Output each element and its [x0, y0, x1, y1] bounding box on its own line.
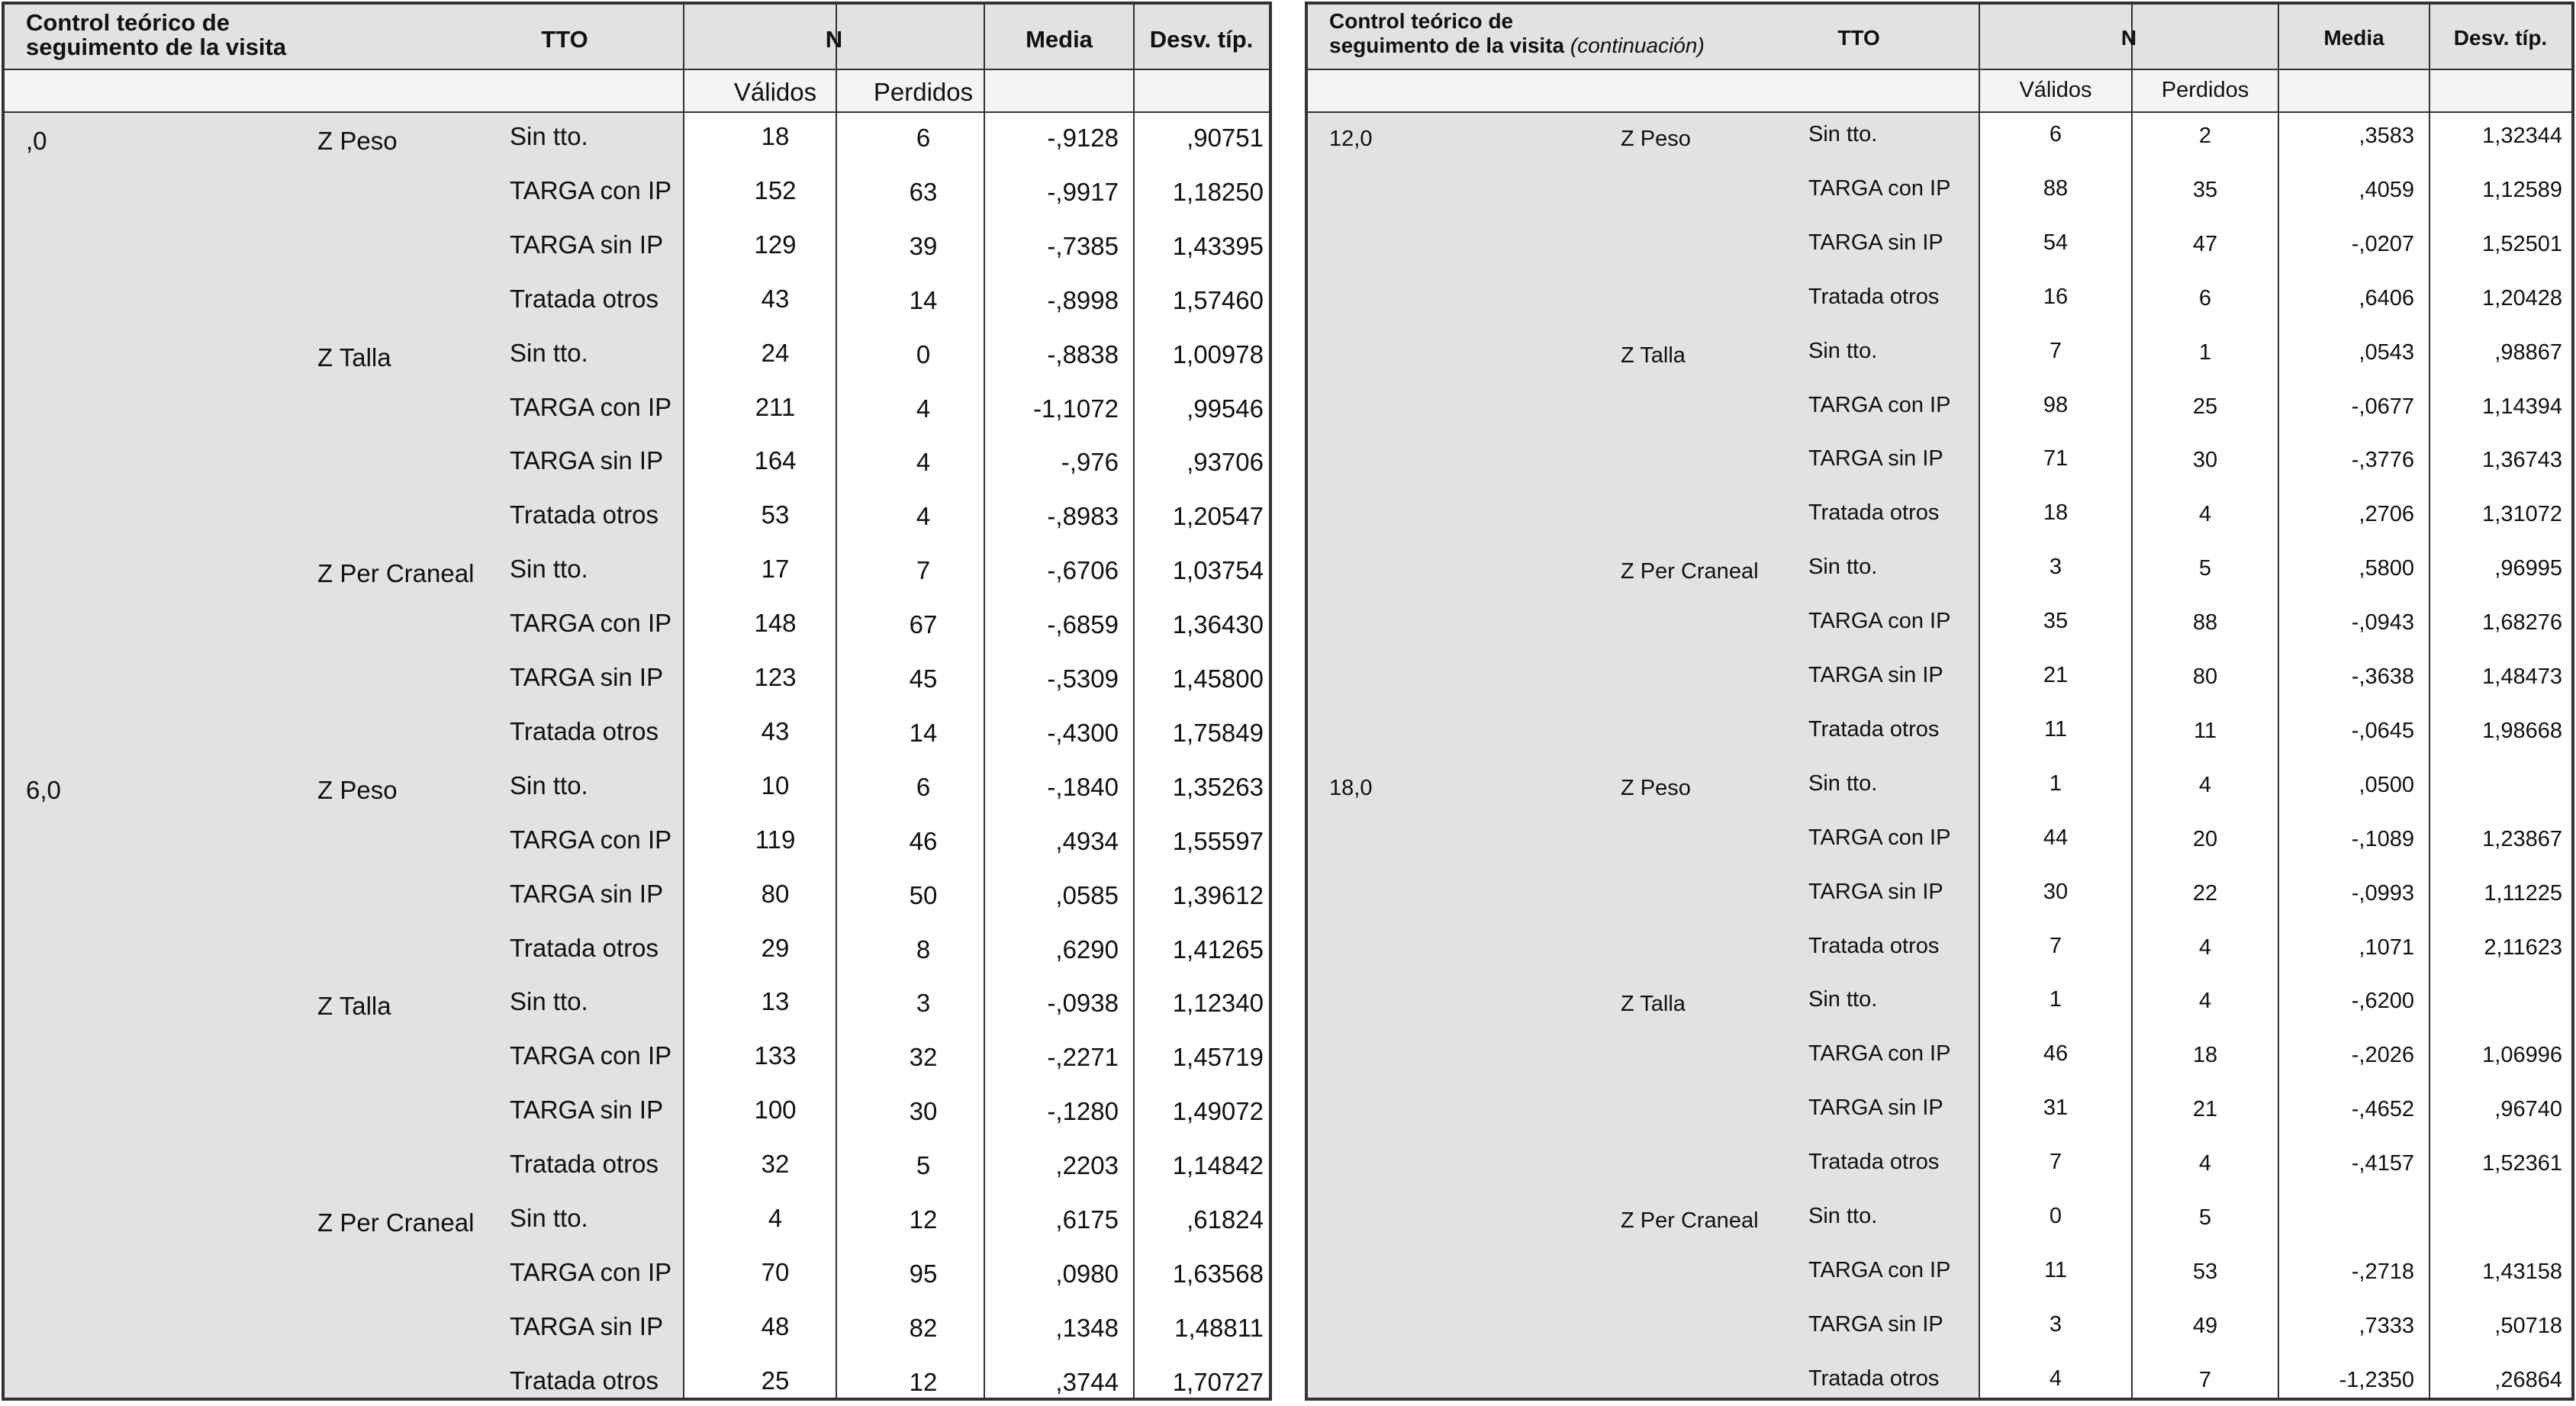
- desv-cell: 1,32344: [2482, 124, 2562, 148]
- media-cell: -,6200: [2351, 989, 2414, 1014]
- perdidos-cell: 4: [916, 448, 931, 477]
- tto-header: TTO: [541, 26, 588, 53]
- tto-cell: TARGA con IP: [510, 175, 672, 204]
- perdidos-cell: 20: [2192, 826, 2218, 851]
- tto-cell: TARGA sin IP: [1808, 879, 1943, 904]
- validos-cell: 32: [761, 1150, 790, 1179]
- desv-cell: ,98867: [2494, 339, 2562, 365]
- media-cell: ,0585: [1055, 880, 1119, 909]
- validos-cell: 24: [761, 338, 790, 367]
- column-divider: [1133, 5, 1135, 1398]
- perdidos-cell: 7: [2198, 1367, 2212, 1392]
- validos-cell: 11: [2043, 1257, 2068, 1282]
- tto-cell: TARGA con IP: [1808, 1041, 1951, 1067]
- perdidos-cell: 45: [909, 664, 938, 693]
- desv-cell: ,50718: [2494, 1313, 2562, 1338]
- control-header-line1: Control teórico de: [26, 9, 230, 36]
- validos-cell: 17: [761, 555, 790, 584]
- subheader-band: [1308, 70, 2571, 113]
- tto-cell: TARGA con IP: [1808, 609, 1951, 634]
- desv-cell: 1,11225: [2484, 880, 2562, 906]
- media-cell: -,6859: [1047, 610, 1119, 639]
- variable-label: Z Talla: [1621, 992, 1686, 1017]
- validos-cell: 53: [761, 500, 790, 529]
- desv-cell: 1,12340: [1172, 989, 1264, 1018]
- validos-cell: 46: [2043, 1041, 2069, 1067]
- tto-cell: TARGA con IP: [1808, 825, 1951, 850]
- tto-cell: Sin tto.: [510, 338, 588, 367]
- validos-cell: 1: [2049, 771, 2062, 796]
- perdidos-cell: 14: [909, 718, 938, 747]
- column-divider: [1979, 5, 1980, 1398]
- validos-cell: 71: [2043, 446, 2069, 471]
- validos-cell: 7: [2049, 1150, 2062, 1175]
- perdidos-cell: 22: [2192, 880, 2218, 906]
- tto-cell: TARGA sin IP: [510, 879, 664, 908]
- validos-cell: 148: [754, 609, 797, 638]
- desv-header: Desv. típ.: [1149, 26, 1254, 53]
- control-header-line2: [1329, 35, 1705, 56]
- validos-cell: 6: [2049, 122, 2062, 146]
- media-cell: -,2026: [2351, 1043, 2414, 1068]
- continuation-note: (continuación): [1564, 34, 1705, 57]
- subheader-band: [5, 70, 1269, 113]
- media-cell: -,4300: [1047, 718, 1119, 747]
- validos-cell: 43: [761, 716, 790, 745]
- perdidos-cell: 30: [2192, 448, 2218, 473]
- validos-cell: 3: [2049, 555, 2062, 580]
- variable-label: Z Peso: [317, 775, 398, 804]
- media-cell: ,5800: [2359, 556, 2414, 581]
- tto-cell: Tratada otros: [510, 933, 659, 962]
- tto-cell: Tratada otros: [510, 500, 659, 529]
- desv-cell: 2,11623: [2484, 935, 2562, 960]
- desv-header: Desv. típ.: [2453, 26, 2548, 50]
- tto-cell: Sin tto.: [510, 122, 588, 150]
- header-divider: [1308, 69, 2571, 70]
- perdidos-cell: 4: [2198, 935, 2212, 960]
- validos-cell: 119: [755, 825, 796, 854]
- desv-cell: 1,68276: [2482, 610, 2562, 635]
- media-cell: -,0677: [2351, 394, 2414, 419]
- media-cell: -,2271: [1047, 1043, 1119, 1072]
- media-cell: ,6175: [1055, 1205, 1119, 1234]
- desv-cell: ,90751: [1187, 124, 1264, 152]
- statistics-table-left: [2, 2, 1272, 1401]
- variable-label: Z Talla: [317, 343, 391, 372]
- validos-cell: 54: [2043, 230, 2069, 255]
- media-cell: -,0207: [2351, 231, 2414, 256]
- variable-label: Z Talla: [317, 992, 391, 1021]
- media-cell: -,8983: [1047, 502, 1119, 531]
- validos-cell: 13: [761, 987, 790, 1016]
- tto-cell: TARGA con IP: [510, 825, 672, 854]
- perdidos-cell: 80: [2192, 664, 2218, 689]
- tto-cell: Sin tto.: [1808, 1204, 1878, 1228]
- desv-cell: 1,45719: [1172, 1043, 1264, 1072]
- desv-cell: 1,70727: [1172, 1367, 1264, 1396]
- perdidos-cell: 47: [2192, 231, 2218, 256]
- desv-cell: 1,49072: [1172, 1097, 1264, 1126]
- column-divider: [2429, 5, 2430, 1398]
- validos-cell: 88: [2043, 175, 2069, 201]
- tto-cell: TARGA con IP: [510, 392, 672, 421]
- validos-cell: 7: [2049, 338, 2062, 363]
- media-cell: -,4652: [2351, 1097, 2414, 1122]
- tto-cell: Sin tto.: [1808, 987, 1878, 1012]
- media-cell: -,9128: [1047, 124, 1119, 152]
- desv-cell: 1,18250: [1172, 177, 1264, 206]
- validos-cell: 98: [2043, 392, 2069, 417]
- validos-cell: 18: [2043, 500, 2069, 526]
- perdidos-cell: 32: [909, 1043, 938, 1072]
- tto-cell: TARGA con IP: [1808, 175, 1951, 201]
- variable-label: Z Per Craneal: [1621, 1208, 1759, 1233]
- tto-cell: TARGA sin IP: [1808, 230, 1943, 255]
- validos-cell: 70: [761, 1257, 790, 1286]
- desv-cell: ,99546: [1187, 394, 1264, 423]
- perdidos-cell: 7: [916, 556, 931, 585]
- media-cell: -,3776: [2351, 448, 2414, 473]
- validos-header: Válidos: [2019, 78, 2092, 102]
- media-cell: ,0500: [2359, 772, 2414, 797]
- tto-cell: TARGA sin IP: [1808, 1096, 1943, 1121]
- perdidos-cell: 6: [916, 124, 931, 152]
- column-divider: [683, 5, 684, 1398]
- perdidos-cell: 12: [909, 1205, 938, 1234]
- tto-cell: Tratada otros: [510, 284, 659, 313]
- tto-cell: Tratada otros: [1808, 1150, 1940, 1175]
- tto-cell: TARGA sin IP: [1808, 446, 1943, 471]
- perdidos-cell: 46: [909, 826, 938, 855]
- perdidos-cell: 4: [2198, 989, 2212, 1014]
- desv-cell: ,96995: [2494, 556, 2562, 581]
- column-divider: [984, 5, 985, 1398]
- media-cell: -,3638: [2351, 664, 2414, 689]
- perdidos-cell: 39: [909, 231, 938, 260]
- media-cell: ,2706: [2359, 502, 2414, 527]
- media-cell: ,2203: [1055, 1151, 1119, 1180]
- validos-cell: 29: [761, 933, 790, 962]
- desv-cell: 1,45800: [1172, 664, 1264, 693]
- variable-label: Z Per Craneal: [317, 559, 475, 588]
- header-divider: [5, 69, 1269, 70]
- validos-cell: 133: [754, 1041, 797, 1070]
- desv-cell: 1,55597: [1172, 826, 1264, 855]
- tto-cell: TARGA sin IP: [510, 230, 664, 259]
- variable-label: Z Per Craneal: [1621, 559, 1759, 584]
- perdidos-cell: 21: [2192, 1097, 2218, 1122]
- desv-cell: 1,03754: [1172, 556, 1264, 585]
- control-header-line2-text: seguimento de la visita: [26, 34, 287, 60]
- validos-cell: 10: [761, 771, 790, 800]
- media-cell: -,0938: [1047, 989, 1119, 1018]
- media-cell: -,5309: [1047, 664, 1119, 693]
- perdidos-cell: 4: [2198, 1151, 2212, 1176]
- tto-cell: TARGA sin IP: [1808, 1311, 1943, 1337]
- perdidos-cell: 1: [2198, 339, 2212, 365]
- control-header-line2-text: seguimento de la visita: [1329, 34, 1565, 57]
- desv-cell: ,61824: [1187, 1205, 1264, 1234]
- media-cell: ,3583: [2359, 124, 2414, 148]
- validos-cell: 100: [754, 1096, 797, 1124]
- desv-cell: 1,48473: [2482, 664, 2562, 689]
- desv-cell: 1,06996: [2482, 1043, 2562, 1068]
- desv-cell: 1,39612: [1172, 880, 1264, 909]
- media-cell: -,0993: [2351, 880, 2414, 906]
- desv-cell: 1,57460: [1172, 285, 1264, 314]
- perdidos-cell: 18: [2192, 1043, 2218, 1068]
- perdidos-cell: 50: [909, 880, 938, 909]
- media-cell: -,8998: [1047, 285, 1119, 314]
- tto-cell: Sin tto.: [510, 555, 588, 584]
- perdidos-cell: 88: [2192, 610, 2218, 635]
- tto-cell: Tratada otros: [1808, 284, 1940, 309]
- media-cell: ,7333: [2359, 1313, 2414, 1338]
- desv-cell: 1,20428: [2482, 285, 2562, 310]
- subheader-divider: [5, 111, 1269, 113]
- visit-group-label: 12,0: [1329, 127, 1373, 151]
- media-cell: -,4157: [2351, 1151, 2414, 1176]
- perdidos-cell: 25: [2192, 394, 2218, 419]
- media-cell: -,7385: [1047, 231, 1119, 260]
- tto-cell: Sin tto.: [510, 771, 588, 800]
- tto-cell: TARGA sin IP: [510, 1311, 664, 1340]
- media-cell: -,0645: [2351, 718, 2414, 743]
- media-cell: -,0943: [2351, 610, 2414, 635]
- desv-cell: 1,52361: [2482, 1151, 2562, 1176]
- tto-cell: TARGA con IP: [510, 1257, 672, 1286]
- visit-group-label: ,0: [26, 127, 47, 155]
- tto-cell: TARGA con IP: [1808, 392, 1951, 417]
- tto-cell: TARGA sin IP: [1808, 663, 1943, 687]
- variable-label: Z Peso: [1621, 775, 1691, 800]
- tto-cell: Tratada otros: [510, 1366, 659, 1395]
- variable-label: Z Peso: [1621, 127, 1691, 151]
- desv-cell: 1,20547: [1172, 502, 1264, 531]
- validos-cell: 48: [761, 1311, 790, 1340]
- desv-cell: 1,12589: [2482, 177, 2562, 202]
- validos-cell: 4: [768, 1204, 783, 1232]
- desv-cell: 1,23867: [2482, 826, 2562, 851]
- desv-cell: ,26864: [2494, 1367, 2562, 1392]
- media-cell: ,4059: [2359, 177, 2414, 202]
- tto-header: TTO: [1837, 26, 1880, 50]
- tto-cell: TARGA con IP: [510, 1041, 672, 1070]
- tto-cell: TARGA con IP: [510, 609, 672, 638]
- desv-cell: 1,52501: [2482, 231, 2562, 256]
- column-divider: [2278, 5, 2279, 1398]
- desv-cell: 1,36430: [1172, 610, 1264, 639]
- tto-cell: TARGA sin IP: [510, 446, 664, 475]
- validos-cell: 43: [761, 284, 790, 313]
- perdidos-cell: 0: [916, 339, 931, 368]
- validos-cell: 11: [2043, 716, 2068, 742]
- validos-cell: 31: [2043, 1096, 2069, 1121]
- perdidos-cell: 14: [909, 285, 938, 314]
- desv-cell: 1,35263: [1172, 772, 1264, 801]
- tto-cell: Tratada otros: [1808, 933, 1940, 958]
- desv-cell: 1,36743: [2482, 448, 2562, 473]
- desv-cell: ,93706: [1187, 448, 1264, 477]
- media-cell: ,0543: [2359, 339, 2414, 365]
- perdidos-cell: 6: [916, 772, 931, 801]
- perdidos-cell: 5: [2198, 556, 2212, 581]
- tto-cell: Sin tto.: [510, 987, 588, 1016]
- validos-header: Válidos: [733, 78, 817, 106]
- desv-cell: 1,14842: [1172, 1151, 1264, 1180]
- perdidos-header: Perdidos: [873, 78, 974, 106]
- perdidos-cell: 35: [2192, 177, 2218, 202]
- validos-cell: 4: [2049, 1366, 2062, 1391]
- validos-cell: 123: [754, 663, 797, 691]
- control-header-line2: [26, 35, 286, 59]
- validos-cell: 80: [761, 879, 790, 908]
- perdidos-cell: 8: [916, 935, 931, 964]
- tto-cell: Sin tto.: [1808, 338, 1878, 363]
- desv-cell: 1,31072: [2482, 502, 2562, 527]
- validos-cell: 30: [2043, 879, 2069, 904]
- perdidos-cell: 2: [2198, 124, 2212, 148]
- perdidos-cell: 5: [2198, 1205, 2212, 1230]
- validos-cell: 152: [754, 175, 797, 204]
- tto-cell: Tratada otros: [510, 716, 659, 745]
- validos-cell: 25: [761, 1366, 790, 1395]
- validos-cell: 0: [2049, 1204, 2062, 1228]
- media-cell: ,4934: [1055, 826, 1119, 855]
- perdidos-cell: 5: [916, 1151, 931, 1180]
- desv-cell: 1,14394: [2482, 394, 2562, 419]
- media-cell: ,6406: [2359, 285, 2414, 310]
- tto-cell: Tratada otros: [1808, 500, 1940, 526]
- media-header: Media: [2323, 26, 2384, 50]
- perdidos-cell: 63: [909, 177, 938, 206]
- perdidos-cell: 95: [909, 1259, 938, 1288]
- desv-cell: 1,41265: [1172, 935, 1264, 964]
- tto-cell: Tratada otros: [510, 1150, 659, 1179]
- column-divider: [836, 5, 837, 1398]
- perdidos-cell: 4: [2198, 502, 2212, 527]
- media-cell: -,1089: [2351, 826, 2414, 851]
- n-header: N: [2120, 26, 2137, 50]
- variable-label: Z Per Craneal: [317, 1208, 475, 1237]
- validos-cell: 3: [2049, 1311, 2062, 1337]
- perdidos-cell: 4: [916, 502, 931, 531]
- media-cell: -,1840: [1047, 772, 1119, 801]
- media-header: Media: [1026, 26, 1093, 53]
- media-cell: -,6706: [1047, 556, 1119, 585]
- validos-cell: 16: [2043, 284, 2069, 309]
- media-cell: -,9917: [1047, 177, 1119, 206]
- media-cell: ,0980: [1055, 1259, 1119, 1288]
- desv-cell: 1,43158: [2482, 1259, 2562, 1284]
- perdidos-cell: 82: [909, 1313, 938, 1342]
- desv-cell: 1,75849: [1172, 718, 1264, 747]
- validos-cell: 18: [761, 122, 790, 150]
- validos-cell: 7: [2049, 933, 2062, 958]
- perdidos-cell: 6: [2198, 285, 2212, 310]
- statistics-table-right: [1305, 2, 2574, 1401]
- perdidos-cell: 4: [2198, 772, 2212, 797]
- validos-cell: 1: [2049, 987, 2062, 1012]
- column-divider: [2131, 5, 2133, 1398]
- tto-cell: Tratada otros: [1808, 1366, 1940, 1391]
- media-cell: -1,1072: [1033, 394, 1119, 423]
- media-cell: -,8838: [1047, 339, 1119, 368]
- n-header: N: [825, 26, 843, 53]
- media-cell: ,3744: [1055, 1367, 1119, 1396]
- tto-cell: TARGA sin IP: [510, 1096, 664, 1124]
- perdidos-header: Perdidos: [2161, 78, 2249, 102]
- perdidos-cell: 67: [909, 610, 938, 639]
- perdidos-cell: 3: [916, 989, 931, 1018]
- tto-cell: TARGA con IP: [1808, 1257, 1951, 1282]
- tto-cell: Sin tto.: [1808, 122, 1878, 146]
- desv-cell: 1,63568: [1172, 1259, 1264, 1288]
- media-cell: ,1348: [1055, 1313, 1119, 1342]
- visit-group-label: 18,0: [1329, 775, 1373, 800]
- tto-cell: TARGA sin IP: [510, 663, 664, 691]
- validos-cell: 44: [2043, 825, 2069, 850]
- validos-cell: 211: [755, 392, 796, 421]
- variable-label: Z Peso: [317, 127, 398, 155]
- tto-cell: Tratada otros: [1808, 716, 1940, 742]
- validos-cell: 164: [754, 446, 797, 475]
- perdidos-cell: 4: [916, 394, 931, 423]
- variable-label: Z Talla: [1621, 343, 1686, 368]
- tto-cell: Sin tto.: [1808, 771, 1878, 796]
- desv-cell: 1,48811: [1174, 1313, 1264, 1342]
- media-cell: -1,2350: [2339, 1367, 2414, 1392]
- media-cell: -,2718: [2351, 1259, 2414, 1284]
- desv-cell: ,96740: [2494, 1097, 2562, 1122]
- perdidos-cell: 12: [909, 1367, 938, 1396]
- media-cell: -,1280: [1047, 1097, 1119, 1126]
- validos-cell: 35: [2043, 609, 2069, 634]
- validos-cell: 129: [754, 230, 797, 259]
- control-header-line1: Control teórico de: [1329, 9, 1514, 33]
- perdidos-cell: 11: [2193, 718, 2217, 743]
- media-cell: -,976: [1061, 448, 1119, 477]
- media-cell: ,1071: [2359, 935, 2414, 960]
- visit-group-label: 6,0: [26, 775, 61, 804]
- desv-cell: 1,00978: [1172, 339, 1264, 368]
- media-cell: ,6290: [1055, 935, 1119, 964]
- desv-cell: 1,43395: [1172, 231, 1264, 260]
- subheader-divider: [1308, 111, 2571, 113]
- perdidos-cell: 49: [2192, 1313, 2218, 1338]
- desv-cell: 1,98668: [2482, 718, 2562, 743]
- perdidos-cell: 30: [909, 1097, 938, 1126]
- tto-cell: Sin tto.: [1808, 555, 1878, 580]
- perdidos-cell: 53: [2192, 1259, 2218, 1284]
- tto-cell: Sin tto.: [510, 1204, 588, 1232]
- validos-cell: 21: [2043, 663, 2069, 687]
